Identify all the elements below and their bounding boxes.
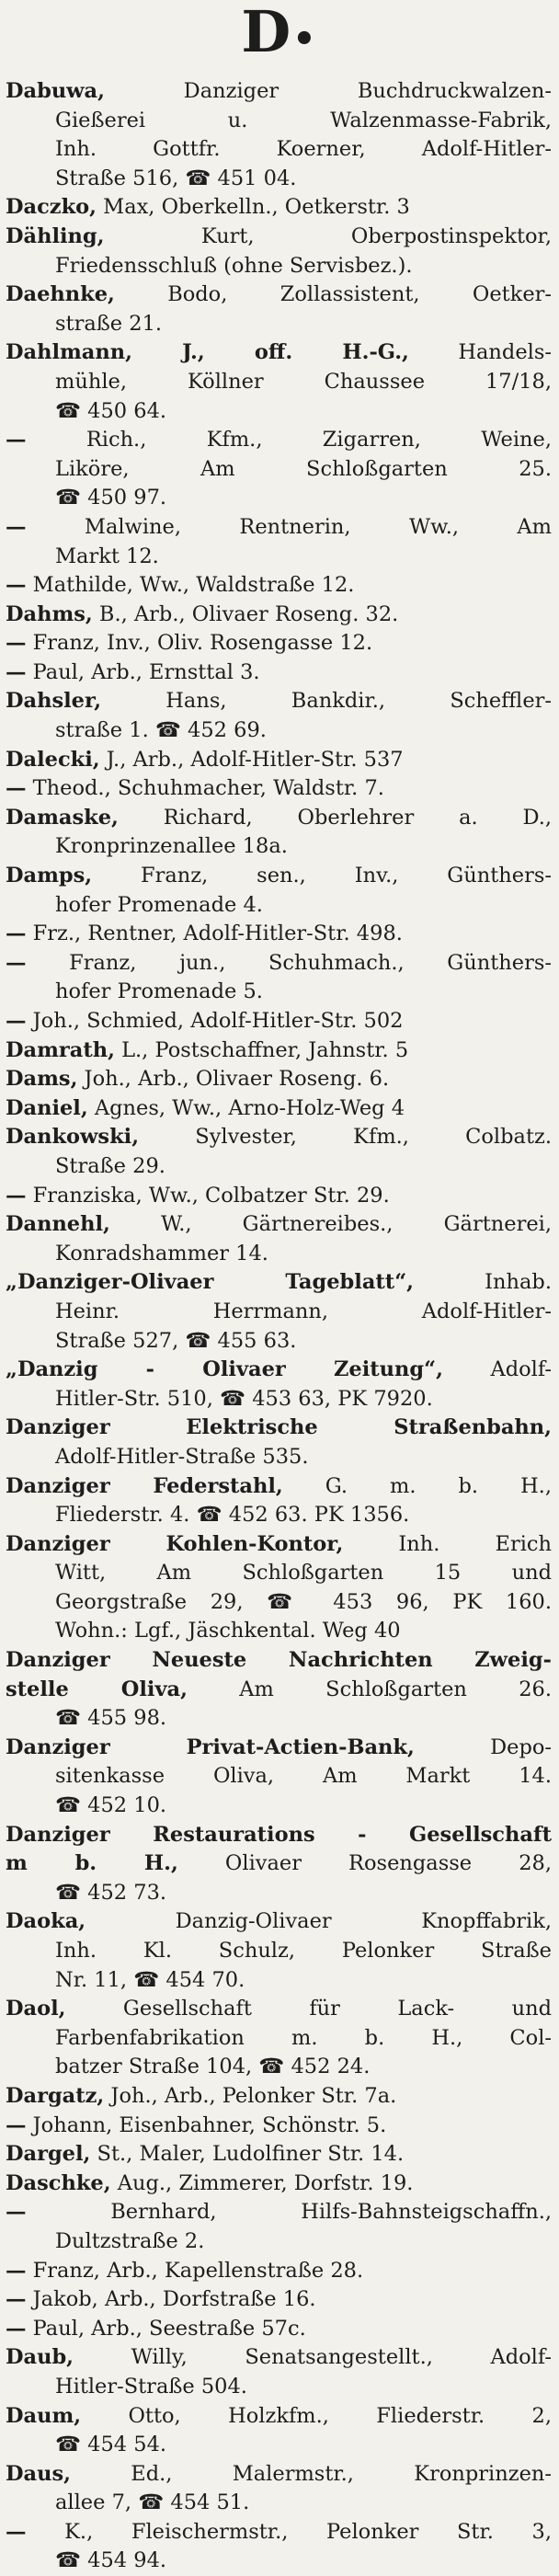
entry-first-line — [6, 949, 552, 979]
directory-entry — [6, 746, 552, 775]
entry-text: Paul, Arb., Seestraße 57c. — [26, 2316, 306, 2341]
entry-text: Dultzstraße 2. — [55, 2228, 205, 2253]
entry-name: Daus, — [6, 2461, 71, 2486]
directory-entry — [6, 687, 552, 745]
entry-text: straße 21. — [55, 311, 163, 336]
entry-text: K., Fleischermstr., Pelonker Str. 3, — [26, 2519, 552, 2544]
entry-continuation-line — [6, 1240, 552, 1269]
entry-continuation-line — [6, 484, 552, 513]
entry-first-line — [6, 1210, 552, 1240]
directory-entry — [6, 1065, 552, 1094]
entry-text: Bodo, Zollassistent, Oetker- — [114, 282, 552, 307]
entry-text: Ed., Malermstr., Kronprinzen- — [70, 2461, 552, 2486]
entry-continuation-line — [6, 1588, 552, 1618]
entry-name: Danziger Elektrische Straßenbahn, — [6, 1415, 552, 1440]
entry-first-line — [6, 2140, 552, 2170]
entry-text: Wohn.: Lgf., Jäschkental. Weg 40 — [55, 1619, 401, 1643]
entry-first-line — [6, 2112, 552, 2141]
entry-text: W., Gärtnereibes., Gärtnerei, — [109, 1212, 552, 1237]
directory-entry — [6, 1036, 552, 1066]
entry-first-line — [6, 193, 552, 223]
entry-text: Theod., Schuhmacher, Waldstr. 7. — [26, 776, 384, 801]
entry-name: Danziger Restaurations - Gesellschaft — [6, 1822, 552, 1847]
entry-text: Straße 516, ☎ 451 04. — [55, 166, 297, 190]
entry-text: Franz, Inv., Oliv. Rosengasse 12. — [26, 631, 373, 656]
directory-entry — [6, 2140, 552, 2170]
entry-continuation-line — [6, 2547, 552, 2576]
entry-text: batzer Straße 104, ☎ 452 24. — [55, 2055, 371, 2079]
entry-text: Danzig-Olivaer Knopffabrik, — [86, 1909, 552, 1934]
directory-entry — [6, 280, 552, 338]
entry-name: — — [6, 950, 27, 975]
entry-name: Dahlmann, J., off. H.-G., — [6, 340, 409, 365]
directory-entry — [6, 571, 552, 601]
entry-text: Inh. Kl. Schulz, Pelonker Straße — [55, 1939, 552, 1963]
entry-text: Franz, Arb., Kapellenstraße 28. — [26, 2258, 364, 2283]
entry-text: Liköre, Am Schloßgarten 25. — [55, 456, 552, 481]
entry-name: Dabuwa, — [6, 79, 105, 103]
directory-entry — [6, 920, 552, 949]
entry-name: — — [6, 428, 27, 452]
entry-text: Kurt, Oberpostinspektor, — [104, 223, 552, 248]
entry-name: — — [6, 2519, 27, 2544]
entry-text: Joh., Arb., Pelonker Str. 7a. — [104, 2083, 397, 2108]
directory-entry — [6, 1821, 552, 1908]
directory-entry — [6, 1995, 552, 2082]
entry-text: Am Schloßgarten 26. — [187, 1677, 552, 1701]
entry-text: Franziska, Ww., Colbatzer Str. 29. — [26, 1183, 390, 1208]
entry-text: Max, Oberkelln., Oetkerstr. 3 — [97, 195, 410, 220]
entry-name: Daniel, — [6, 1095, 88, 1120]
entry-first-line — [6, 1646, 552, 1676]
entry-first-line — [6, 77, 552, 107]
entry-text: Johann, Eisenbahner, Schönstr. 5. — [26, 2112, 387, 2137]
entry-name: Danziger Kohlen-Kontor, — [6, 1531, 344, 1556]
entry-text: Richard, Oberlehrer a. D., — [118, 805, 552, 830]
entry-name: Danziger Federstahl, — [6, 1473, 283, 1498]
entry-continuation-line — [6, 832, 552, 862]
directory-entry — [6, 1007, 552, 1036]
entry-name: — — [6, 2112, 27, 2137]
entry-first-line — [6, 2402, 552, 2432]
entry-name: Dargel, — [6, 2142, 91, 2167]
entry-text: Straße 29. — [55, 1153, 165, 1178]
entry-continuation-line — [6, 252, 552, 281]
entry-text: Jakob, Arb., Dorfstraße 16. — [26, 2287, 316, 2312]
directory-entry — [6, 513, 552, 571]
entry-text: Kronprinzenallee 18a. — [55, 834, 288, 859]
entry-name: — — [6, 659, 27, 684]
entry-name: Dankowski, — [6, 1125, 140, 1150]
entry-name: Dannehl, — [6, 1212, 110, 1237]
entry-first-line — [6, 2343, 552, 2373]
entry-text: Konradshammer 14. — [55, 1241, 268, 1265]
entry-continuation-line — [6, 1327, 552, 1357]
entry-text: ☎ 454 94. — [55, 2548, 167, 2573]
entry-text: Fliederstr. 4. ☎ 452 63. PK 1356. — [55, 1503, 410, 1528]
entry-text: Mathilde, Ww., Waldstraße 12. — [26, 573, 355, 598]
entry-continuation-line — [6, 2431, 552, 2460]
directory-entry — [6, 77, 552, 193]
entry-name: — — [6, 1009, 27, 1033]
directory-entries — [0, 77, 559, 2576]
directory-entry — [6, 2343, 552, 2401]
entry-continuation-line — [6, 310, 552, 339]
entry-continuation-line — [6, 2373, 552, 2402]
entry-continuation-line — [6, 1298, 552, 1327]
entry-name: — — [6, 573, 27, 598]
directory-entry — [6, 862, 552, 920]
entry-text: Danziger Buchdruckwalzen- — [104, 79, 552, 103]
entry-name: m b. H., — [6, 1851, 178, 1876]
entry-continuation-line — [6, 716, 552, 746]
directory-entry — [6, 2198, 552, 2256]
entry-text: allee 7, ☎ 454 51. — [55, 2490, 250, 2515]
entry-name: — — [6, 631, 27, 656]
entry-text: Franz, sen., Inv., Günthers- — [92, 864, 552, 888]
entry-name: — — [6, 2258, 27, 2283]
entry-first-line — [6, 1065, 552, 1094]
entry-first-line — [6, 2315, 552, 2344]
entry-name: Dahsler, — [6, 689, 102, 714]
entry-text: Joh., Schmied, Adolf-Hitler-Str. 502 — [26, 1009, 404, 1033]
entry-text: L., Postschaffner, Jahnstr. 5 — [114, 1037, 409, 1062]
entry-first-line — [6, 338, 552, 368]
entry-name: Dams, — [6, 1067, 78, 1092]
entry-text: J., Arb., Adolf-Hitler-Str. 537 — [99, 747, 404, 772]
directory-entry — [6, 2402, 552, 2460]
entry-name: Daschke, — [6, 2170, 111, 2195]
directory-entry — [6, 1646, 552, 1734]
entry-text: Frz., Rentner, Adolf-Hitler-Str. 498. — [26, 922, 403, 946]
directory-entry — [6, 2112, 552, 2141]
entry-first-line — [6, 2198, 552, 2227]
entry-text: Willy, Senatsangestellt., Adolf- — [74, 2345, 552, 2370]
directory-entry — [6, 1530, 552, 1646]
entry-name: — — [6, 514, 27, 539]
section-letter-mark: • — [292, 17, 318, 61]
directory-entry — [6, 1268, 552, 1356]
entry-first-line — [6, 862, 552, 891]
directory-entry — [6, 2082, 552, 2112]
directory-entry — [6, 2170, 552, 2199]
entry-first-line — [6, 280, 552, 310]
entry-continuation-line — [6, 891, 552, 921]
entry-name: Daoka, — [6, 1909, 86, 1934]
entry-continuation-line — [6, 165, 552, 194]
entry-text: Otto, Holzkfm., Fliederstr. 2, — [81, 2403, 552, 2428]
entry-name: Daum, — [6, 2403, 82, 2428]
entry-first-line — [6, 2285, 552, 2315]
entry-text: Malwine, Rentnerin, Ww., Am — [26, 514, 552, 539]
entry-name: Daub, — [6, 2345, 74, 2370]
entry-text: hofer Promenade 4. — [55, 892, 263, 917]
entry-text: B., Arb., Olivaer Roseng. 32. — [92, 601, 399, 626]
entry-text: Markt 12. — [55, 544, 159, 568]
entry-text: Rich., Kfm., Zigarren, Weine, — [26, 428, 552, 452]
entry-text: Witt, Am Schloßgarten 15 und — [55, 1561, 552, 1586]
entry-first-line — [6, 2170, 552, 2199]
entry-first-line — [6, 1821, 552, 1850]
entry-continuation-line — [6, 2053, 552, 2082]
entry-first-line — [6, 1356, 552, 1385]
entry-first-line — [6, 1007, 552, 1036]
entry-name: Daehnke, — [6, 282, 115, 307]
directory-entry — [6, 2285, 552, 2315]
entry-continuation-line — [6, 368, 552, 397]
entry-first-line — [6, 2518, 552, 2547]
entry-name: stelle Oliva, — [6, 1677, 188, 1701]
entry-name: Danziger Neueste Nachrichten Zweig- — [6, 1648, 552, 1673]
entry-text: hofer Promenade 5. — [55, 979, 263, 1004]
entry-text: Georgstraße 29, ☎ 453 96, PK 160. — [55, 1589, 552, 1614]
entry-text: Bernhard, Hilfs-Bahnsteigschaffn., — [26, 2200, 552, 2225]
entry-text: Franz, jun., Schuhmach., Günthers- — [26, 950, 552, 975]
entry-first-line — [6, 687, 552, 716]
directory-entry — [6, 1472, 552, 1530]
entry-text: ☎ 454 54. — [55, 2433, 167, 2457]
directory-entry — [6, 2460, 552, 2518]
entry-continuation-line — [6, 1879, 552, 1908]
entry-continuation-line — [6, 1385, 552, 1414]
entry-first-line — [6, 1995, 552, 2024]
entry-continuation-line — [6, 1849, 552, 1879]
entry-first-line — [6, 2082, 552, 2112]
entry-text: Hitler-Straße 504. — [55, 2374, 247, 2399]
entry-name: — — [6, 2200, 27, 2225]
directory-entry — [6, 426, 552, 513]
entry-text: St., Maler, Ludolfiner Str. 14. — [90, 2142, 405, 2167]
directory-entry — [6, 804, 552, 862]
entry-text: mühle, Köllner Chaussee 17/18, — [55, 369, 552, 394]
directory-entry — [6, 774, 552, 804]
entry-text: Hitler-Str. 510, ☎ 453 63, PK 7920. — [55, 1386, 433, 1411]
entry-text: ☎ 452 73. — [55, 1880, 167, 1905]
entry-text: straße 1. ☎ 452 69. — [55, 718, 267, 743]
entry-name: Daol, — [6, 1997, 66, 2021]
entry-text: Sylvester, Kfm., Colbatz. — [139, 1125, 552, 1150]
directory-entry — [6, 1907, 552, 1995]
entry-first-line — [6, 1907, 552, 1937]
directory-entry — [6, 658, 552, 688]
entry-first-line — [6, 1472, 552, 1502]
entry-first-line — [6, 513, 552, 543]
entry-first-line — [6, 1036, 552, 1066]
entry-continuation-line — [6, 107, 552, 136]
entry-name: Dalecki, — [6, 747, 100, 772]
entry-first-line — [6, 774, 552, 804]
entry-text: sitenkasse Oliva, Am Markt 14. — [55, 1764, 552, 1789]
entry-text: Aug., Zimmerer, Dorfstr. 19. — [110, 2170, 414, 2195]
entry-first-line — [6, 223, 552, 252]
directory-entry — [6, 1094, 552, 1124]
entry-continuation-line — [6, 543, 552, 572]
entry-continuation-line — [6, 397, 552, 427]
directory-entry — [6, 1734, 552, 1821]
directory-entry — [6, 223, 552, 280]
entry-text: ☎ 455 98. — [55, 1706, 167, 1731]
entry-first-line — [6, 1123, 552, 1152]
entry-text: Gesellschaft für Lack- und — [65, 1997, 552, 2021]
directory-entry — [6, 1182, 552, 1211]
entry-text: ☎ 450 97. — [55, 486, 167, 510]
entry-continuation-line — [6, 2227, 552, 2257]
directory-entry — [6, 949, 552, 1007]
entry-continuation-line — [6, 978, 552, 1007]
entry-first-line — [6, 658, 552, 688]
directory-entry — [6, 1210, 552, 1268]
section-letter-heading — [0, 0, 559, 77]
entry-text: Depo- — [414, 1735, 553, 1759]
entry-continuation-line — [6, 1443, 552, 1472]
entry-name: Damps, — [6, 864, 93, 888]
entry-text: Agnes, Ww., Arno-Holz-Weg 4 — [87, 1095, 405, 1120]
entry-name: Dargatz, — [6, 2083, 105, 2108]
entry-text: Paul, Arb., Ernsttal 3. — [26, 659, 260, 684]
entry-continuation-line — [6, 2024, 552, 2054]
entry-text: Adolf-Hitler-Straße 535. — [55, 1444, 309, 1469]
directory-entry — [6, 193, 552, 223]
entry-continuation-line — [6, 1152, 552, 1182]
entry-first-line — [6, 2257, 552, 2286]
entry-first-line — [6, 629, 552, 658]
directory-entry — [6, 1414, 552, 1471]
entry-text: ☎ 450 64. — [55, 398, 167, 423]
entry-name: Daczko, — [6, 195, 97, 220]
entry-name: „Danziger-Olivaer Tageblatt“, — [6, 1270, 414, 1295]
entry-continuation-line — [6, 1762, 552, 1792]
entry-continuation-line — [6, 1704, 552, 1734]
entry-text: Inh. Erich — [343, 1531, 553, 1556]
entry-text: ☎ 452 10. — [55, 1793, 167, 1818]
entry-name: — — [6, 1183, 27, 1208]
entry-text: Friedensschluß (ohne Servisbez.). — [55, 253, 413, 278]
entry-first-line — [6, 571, 552, 601]
entry-continuation-line — [6, 1559, 552, 1588]
directory-entry — [6, 2315, 552, 2344]
entry-first-line — [6, 1182, 552, 1211]
entry-first-line — [6, 1094, 552, 1124]
entry-text: Adolf- — [442, 1357, 552, 1382]
entry-first-line — [6, 920, 552, 949]
entry-first-line — [6, 426, 552, 455]
entry-text: Inhab. — [413, 1270, 552, 1295]
entry-name: Damaske, — [6, 805, 119, 830]
directory-entry — [6, 2518, 552, 2576]
entry-first-line — [6, 1530, 552, 1560]
entry-first-line — [6, 1414, 552, 1443]
directory-entry — [6, 338, 552, 426]
entry-name: Damrath, — [6, 1037, 115, 1062]
entry-text: Joh., Arb., Olivaer Roseng. 6. — [77, 1067, 390, 1092]
entry-first-line — [6, 1268, 552, 1298]
entry-text: Heinr. Herrmann, Adolf-Hitler- — [55, 1299, 552, 1323]
directory-entry — [6, 1356, 552, 1414]
entry-text: Nr. 11, ☎ 454 70. — [55, 1967, 245, 1992]
entry-continuation-line — [6, 1966, 552, 1996]
entry-text: Straße 527, ☎ 455 63. — [55, 1328, 297, 1353]
entry-first-line — [6, 601, 552, 630]
entry-continuation-line — [6, 1937, 552, 1966]
entry-first-line — [6, 804, 552, 833]
entry-text: Handels- — [408, 340, 552, 365]
entry-name: — — [6, 2287, 27, 2312]
section-letter: D — [241, 0, 293, 65]
entry-text: Olivaer Rosengasse 28, — [177, 1851, 552, 1876]
entry-text: Inh. Gottfr. Koerner, Adolf-Hitler- — [55, 137, 552, 162]
entry-text: Farbenfabrikation m. b. H., Col- — [55, 2025, 552, 2050]
directory-entry — [6, 2257, 552, 2286]
entry-continuation-line — [6, 1501, 552, 1530]
entry-name: Dahms, — [6, 601, 93, 626]
entry-name: — — [6, 922, 27, 946]
entry-name: — — [6, 2316, 27, 2341]
entry-continuation-line — [6, 1617, 552, 1646]
entry-name: Danziger Privat-Actien-Bank, — [6, 1735, 415, 1759]
entry-continuation-line — [6, 1792, 552, 1821]
entry-text: Gießerei u. Walzenmasse-Fabrik, — [55, 108, 552, 132]
entry-first-line — [6, 1734, 552, 1763]
entry-continuation-line — [6, 455, 552, 485]
entry-first-line — [6, 746, 552, 775]
entry-first-line — [6, 2460, 552, 2490]
directory-entry — [6, 1123, 552, 1181]
entry-continuation-line — [6, 1676, 552, 1705]
entry-text: G. m. b. H., — [282, 1473, 552, 1498]
entry-continuation-line — [6, 2489, 552, 2518]
entry-continuation-line — [6, 135, 552, 165]
directory-entry — [6, 601, 552, 630]
entry-name: Dähling, — [6, 223, 105, 248]
entry-name: „Danzig - Olivaer Zeitung“, — [6, 1357, 443, 1382]
entry-name: — — [6, 776, 27, 801]
directory-entry — [6, 629, 552, 658]
entry-text: Hans, Bankdir., Scheffler- — [101, 689, 552, 714]
